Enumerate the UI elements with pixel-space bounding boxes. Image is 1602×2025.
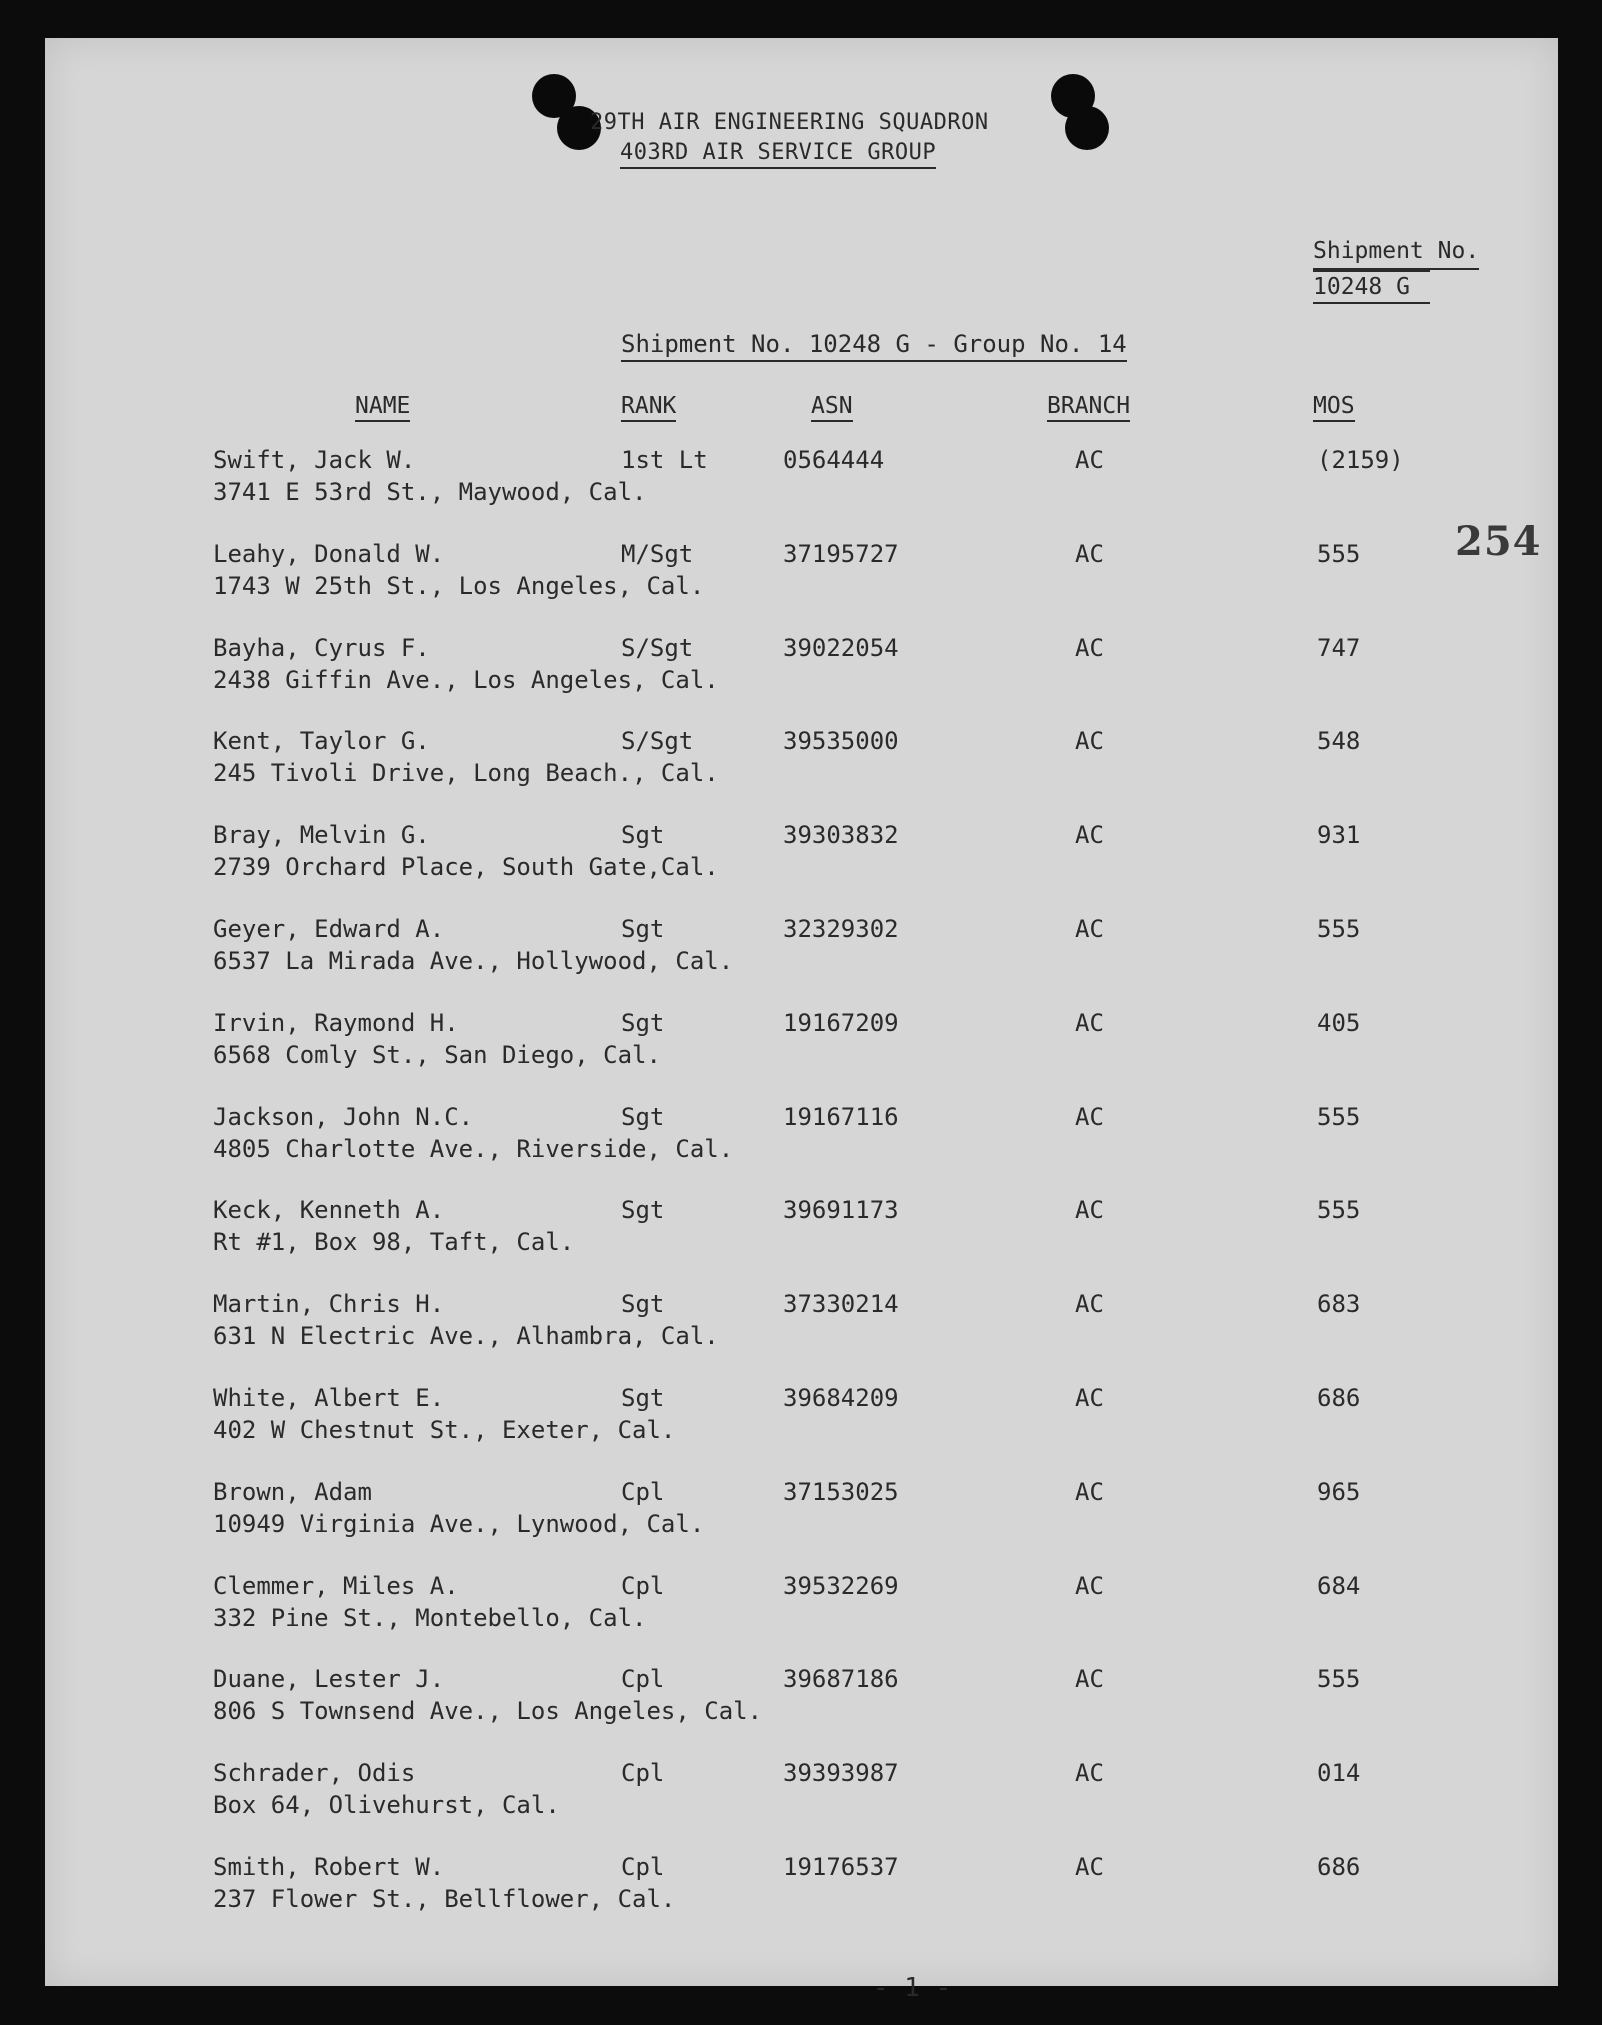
person-asn: 39687186 xyxy=(783,1665,899,1694)
personnel-row xyxy=(45,1384,1558,1454)
person-name: Brown, Adam xyxy=(213,1477,372,1506)
personnel-row xyxy=(45,1009,1558,1079)
person-asn: 37153025 xyxy=(783,1477,899,1506)
person-asn: 19176537 xyxy=(783,1853,899,1881)
person-branch: AC xyxy=(1075,1571,1104,1600)
column-header-mos: MOS xyxy=(1313,393,1355,422)
personnel-row xyxy=(45,540,1558,610)
person-branch: AC xyxy=(1075,1477,1104,1506)
shipment-box xyxy=(1313,236,1479,304)
person-name: Swift, Jack W. xyxy=(213,446,416,474)
person-asn: 39684209 xyxy=(783,1384,899,1412)
person-address: Box 64, Olivehurst, Cal. xyxy=(213,1791,560,1820)
person-mos: 014 xyxy=(1317,1759,1361,1788)
person-name: Martin, Chris H. xyxy=(213,1290,445,1319)
person-address: Rt #1, Box 98, Taft, Cal. xyxy=(213,1228,575,1257)
person-address: 6537 La Mirada Ave., Hollywood, Cal. xyxy=(213,947,734,975)
person-branch: AC xyxy=(1075,1102,1104,1131)
person-branch: AC xyxy=(1075,1853,1104,1881)
person-mos: 555 xyxy=(1317,1102,1361,1131)
person-asn: 39532269 xyxy=(783,1571,899,1600)
column-header-asn: ASN xyxy=(811,393,853,422)
person-name: Geyer, Edward A. xyxy=(213,915,445,943)
column-header-branch: BRANCH xyxy=(1047,393,1130,422)
person-name: Bayha, Cyrus F. xyxy=(213,633,430,662)
person-rank: Cpl xyxy=(621,1665,665,1694)
person-rank: Sgt xyxy=(621,821,665,850)
person-address: 806 S Townsend Ave., Los Angeles, Cal. xyxy=(213,1697,763,1726)
person-address: 237 Flower St., Bellflower, Cal. xyxy=(213,1885,676,1913)
person-mos: 965 xyxy=(1317,1477,1361,1506)
person-mos: 405 xyxy=(1317,1008,1361,1037)
person-name: Smith, Robert W. xyxy=(213,1853,445,1881)
person-mos: 548 xyxy=(1317,727,1361,756)
personnel-row xyxy=(45,821,1558,891)
person-name: Schrader, Odis xyxy=(213,1759,416,1788)
person-mos: 683 xyxy=(1317,1290,1361,1319)
personnel-row xyxy=(45,1759,1558,1829)
person-name: Clemmer, Miles A. xyxy=(213,1571,459,1600)
personnel-row xyxy=(45,1853,1558,1923)
person-branch: AC xyxy=(1075,727,1104,756)
group-heading: 403RD AIR SERVICE GROUP xyxy=(620,140,936,169)
personnel-row xyxy=(45,634,1558,704)
person-name: Jackson, John N.C. xyxy=(213,1102,474,1131)
person-asn: 19167116 xyxy=(783,1102,899,1131)
person-mos: 684 xyxy=(1317,1571,1361,1600)
person-mos: 555 xyxy=(1317,539,1361,568)
column-header-rank: RANK xyxy=(621,393,676,422)
shipment-box-value: 10248 G xyxy=(1313,270,1430,304)
page-number: - 1 - xyxy=(873,1973,952,2003)
shipment-title: Shipment No. 10248 G - Group No. 14 xyxy=(621,330,1127,362)
person-mos: 555 xyxy=(1317,915,1361,943)
person-name: Kent, Taylor G. xyxy=(213,727,430,756)
person-branch: AC xyxy=(1075,915,1104,943)
person-address: 332 Pine St., Montebello, Cal. xyxy=(213,1603,647,1632)
squadron-heading: 29TH AIR ENGINEERING SQUADRON xyxy=(590,110,989,135)
person-asn: 19167209 xyxy=(783,1008,899,1037)
personnel-row xyxy=(45,1290,1558,1360)
person-rank: Sgt xyxy=(621,1008,665,1037)
person-branch: AC xyxy=(1075,539,1104,568)
person-rank: Cpl xyxy=(621,1759,665,1788)
person-address: 6568 Comly St., San Diego, Cal. xyxy=(213,1040,661,1069)
person-branch: AC xyxy=(1075,446,1104,474)
person-rank: S/Sgt xyxy=(621,633,694,662)
person-branch: AC xyxy=(1075,1290,1104,1319)
person-rank: Sgt xyxy=(621,1196,665,1225)
person-address: 1743 W 25th St., Los Angeles, Cal. xyxy=(213,571,705,600)
person-asn: 39303832 xyxy=(783,821,899,850)
person-branch: AC xyxy=(1075,1384,1104,1412)
person-branch: AC xyxy=(1075,1008,1104,1037)
person-name: Bray, Melvin G. xyxy=(213,821,430,850)
person-branch: AC xyxy=(1075,1759,1104,1788)
person-rank: Sgt xyxy=(621,1384,665,1412)
person-address: 3741 E 53rd St., Maywood, Cal. xyxy=(213,478,647,506)
person-name: Leahy, Donald W. xyxy=(213,539,445,568)
personnel-row xyxy=(45,727,1558,797)
person-mos: 686 xyxy=(1317,1853,1361,1881)
person-name: Irvin, Raymond H. xyxy=(213,1008,459,1037)
personnel-row xyxy=(45,1665,1558,1735)
document-page xyxy=(45,38,1558,2003)
person-rank: Cpl xyxy=(621,1571,665,1600)
person-address: 2739 Orchard Place, South Gate,Cal. xyxy=(213,853,719,882)
person-asn: 39022054 xyxy=(783,633,899,662)
person-rank: Sgt xyxy=(621,915,665,943)
personnel-row xyxy=(45,1196,1558,1266)
person-address: 4805 Charlotte Ave., Riverside, Cal. xyxy=(213,1134,734,1163)
person-asn: 37330214 xyxy=(783,1290,899,1319)
person-mos: 686 xyxy=(1317,1384,1361,1412)
personnel-row xyxy=(45,1572,1558,1642)
person-name: Keck, Kenneth A. xyxy=(213,1196,445,1225)
personnel-row xyxy=(45,915,1558,985)
person-address: 2438 Giffin Ave., Los Angeles, Cal. xyxy=(213,665,719,694)
personnel-row xyxy=(45,1478,1558,1548)
personnel-row xyxy=(45,446,1558,516)
person-rank: S/Sgt xyxy=(621,727,694,756)
person-branch: AC xyxy=(1075,1196,1104,1225)
person-asn: 32329302 xyxy=(783,915,899,943)
person-asn: 39535000 xyxy=(783,727,899,756)
person-rank: Sgt xyxy=(621,1102,665,1131)
punch-hole-right-bottom xyxy=(1065,106,1109,150)
person-name: Duane, Lester J. xyxy=(213,1665,445,1694)
person-address: 402 W Chestnut St., Exeter, Cal. xyxy=(213,1416,676,1444)
person-asn: 37195727 xyxy=(783,539,899,568)
personnel-row xyxy=(45,1103,1558,1173)
person-mos: 747 xyxy=(1317,633,1361,662)
column-header-name: NAME xyxy=(355,393,410,422)
person-address: 10949 Virginia Ave., Lynwood, Cal. xyxy=(213,1509,705,1538)
person-branch: AC xyxy=(1075,633,1104,662)
person-rank: 1st Lt xyxy=(621,446,708,474)
handwritten-page-stamp: 254 xyxy=(1455,518,1542,565)
person-mos: 555 xyxy=(1317,1665,1361,1694)
person-mos: 931 xyxy=(1317,821,1361,850)
person-rank: M/Sgt xyxy=(621,539,694,568)
person-mos: (2159) xyxy=(1317,446,1404,474)
person-rank: Cpl xyxy=(621,1853,665,1881)
person-address: 631 N Electric Ave., Alhambra, Cal. xyxy=(213,1322,719,1351)
person-rank: Sgt xyxy=(621,1290,665,1319)
person-branch: AC xyxy=(1075,821,1104,850)
person-asn: 39393987 xyxy=(783,1759,899,1788)
shipment-box-label: Shipment No. xyxy=(1313,236,1479,270)
person-branch: AC xyxy=(1075,1665,1104,1694)
person-address: 245 Tivoli Drive, Long Beach., Cal. xyxy=(213,759,719,788)
person-asn: 0564444 xyxy=(783,446,885,474)
person-mos: 555 xyxy=(1317,1196,1361,1225)
person-asn: 39691173 xyxy=(783,1196,899,1225)
person-name: White, Albert E. xyxy=(213,1384,445,1412)
person-rank: Cpl xyxy=(621,1477,665,1506)
